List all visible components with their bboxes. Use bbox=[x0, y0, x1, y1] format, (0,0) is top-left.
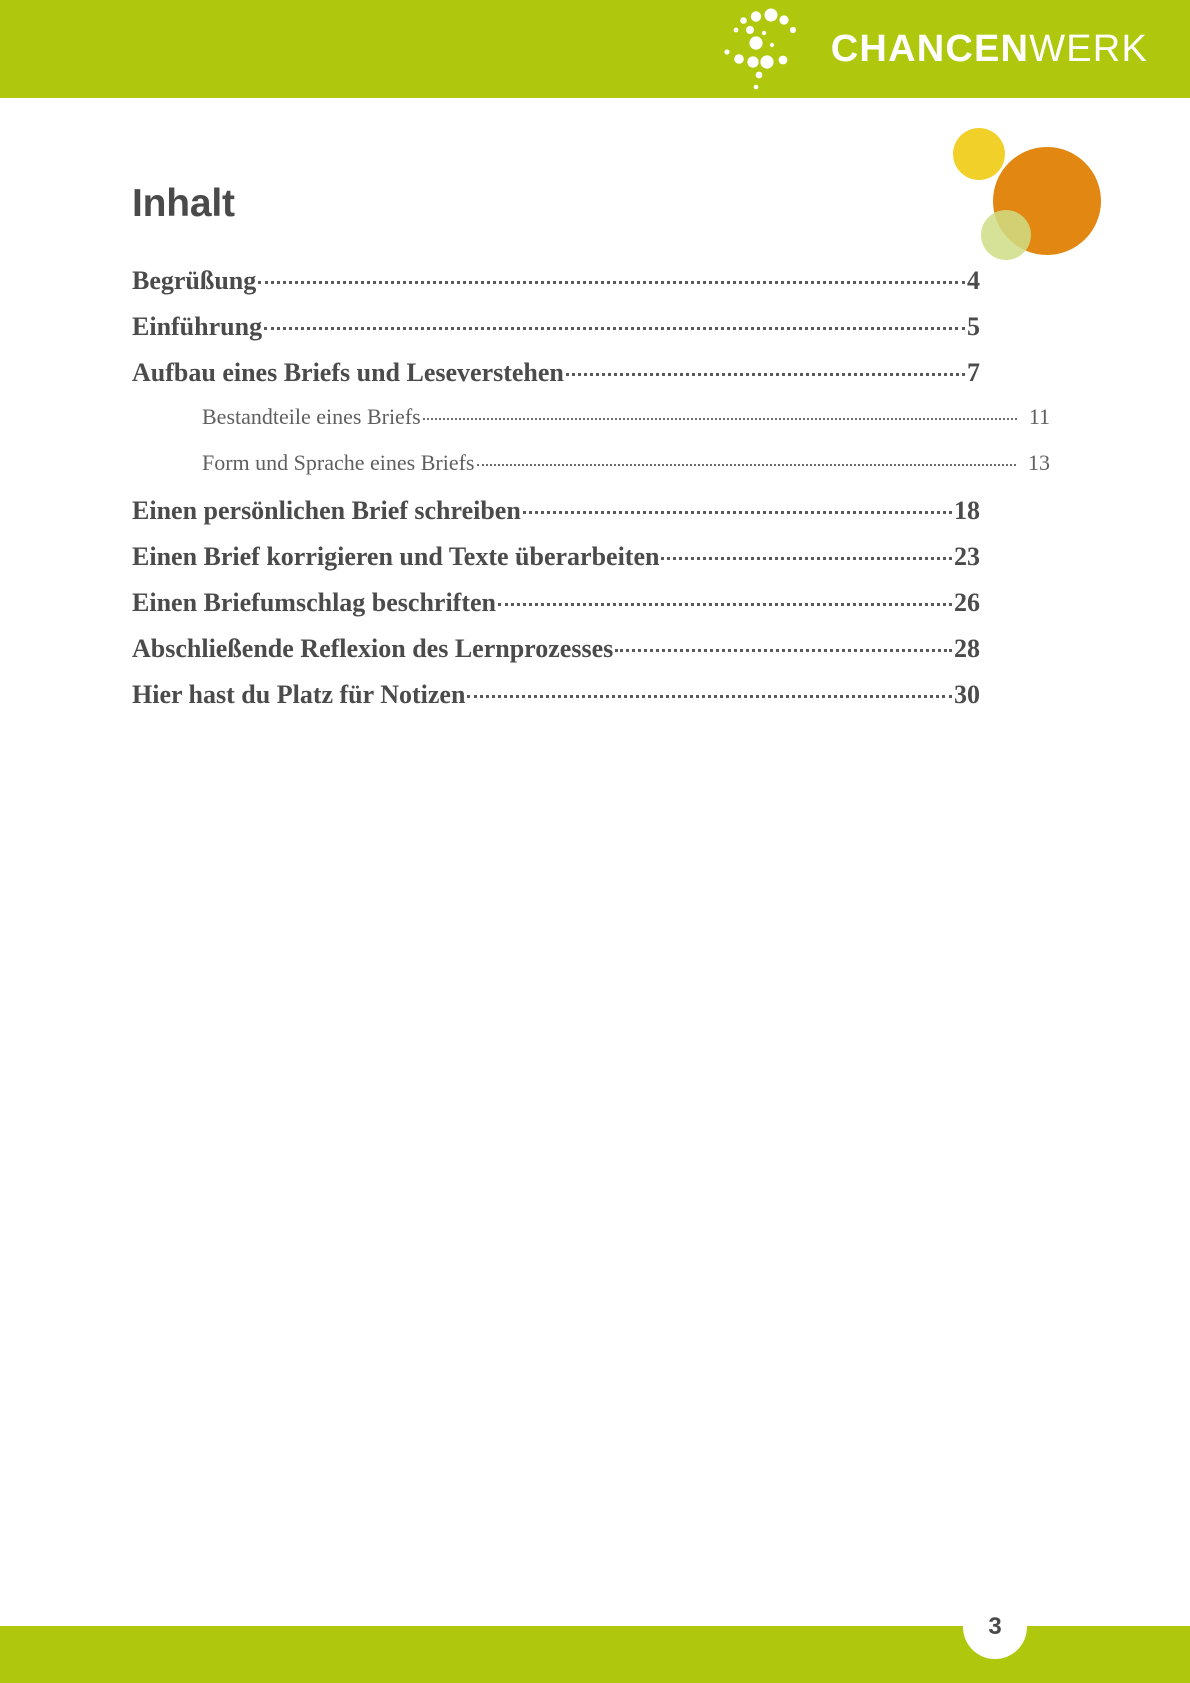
toc-entry-label: Abschließende Reflexion des Lernprozesses bbox=[132, 634, 614, 663]
toc-leader-dots bbox=[566, 373, 965, 376]
toc-entry-label: Einen persönlichen Brief schreiben bbox=[132, 496, 521, 525]
toc-entry-page: 23 bbox=[954, 542, 980, 571]
toc-entry[interactable] bbox=[132, 588, 980, 634]
toc-entry[interactable] bbox=[132, 450, 1050, 496]
toc-entry[interactable] bbox=[132, 542, 980, 588]
toc-entry-label: Bestandteile eines Briefs bbox=[202, 404, 421, 429]
decorative-circles bbox=[930, 118, 1120, 278]
brand-word-bold: CHANCEN bbox=[830, 28, 1030, 70]
brand-word-light: WERK bbox=[1029, 28, 1148, 70]
toc-entry-label: Aufbau eines Briefs und Leseverstehen bbox=[132, 358, 564, 387]
toc-leader-dots bbox=[523, 511, 952, 514]
toc-entry-page: 30 bbox=[954, 680, 980, 709]
chancenwerk-logo bbox=[709, 0, 1148, 98]
toc-entry-label: Einen Briefumschlag beschriften bbox=[132, 588, 496, 617]
toc-entry-label: Hier hast du Platz für Notizen bbox=[132, 680, 466, 709]
toc-leader-dots bbox=[258, 281, 965, 284]
toc-entry[interactable] bbox=[132, 404, 1050, 450]
toc-entry-page: 4 bbox=[967, 266, 980, 295]
toc-entry-label: Einen Brief korrigieren und Texte überarbeiten bbox=[132, 542, 660, 571]
page-number-badge: 3 bbox=[963, 1595, 1027, 1659]
toc-leader-dots bbox=[477, 464, 1017, 466]
toc-entry[interactable] bbox=[132, 358, 980, 404]
toc-leader-dots bbox=[661, 557, 952, 560]
toc-entry-label: Begrüßung bbox=[132, 266, 257, 295]
light-green-circle bbox=[981, 210, 1031, 260]
brand-wordmark bbox=[831, 30, 1148, 68]
toc-entry[interactable] bbox=[132, 312, 980, 358]
table-of-contents bbox=[132, 266, 1050, 726]
toc-leader-dots bbox=[264, 327, 965, 330]
yellow-circle bbox=[953, 128, 1005, 180]
toc-entry[interactable] bbox=[132, 496, 980, 542]
orange-circle bbox=[993, 147, 1101, 255]
page-title: Inhalt bbox=[132, 182, 235, 225]
toc-entry-page: 5 bbox=[967, 312, 980, 341]
toc-entry-page: 28 bbox=[954, 634, 980, 663]
toc-leader-dots bbox=[423, 418, 1017, 420]
toc-leader-dots bbox=[498, 603, 952, 606]
toc-leader-dots bbox=[467, 695, 952, 698]
toc-entry[interactable] bbox=[132, 634, 980, 680]
toc-leader-dots bbox=[615, 649, 952, 652]
toc-entry[interactable] bbox=[132, 680, 980, 726]
toc-entry[interactable] bbox=[132, 266, 980, 312]
toc-entry-label: Einführung bbox=[132, 312, 263, 341]
toc-entry-page: 18 bbox=[954, 496, 980, 525]
toc-entry-page: 7 bbox=[967, 358, 980, 387]
toc-entry-page: 26 bbox=[954, 588, 980, 617]
toc-entry-page: 11 bbox=[1028, 404, 1050, 429]
toc-entry-page: 13 bbox=[1028, 450, 1050, 475]
toc-entry-label: Form und Sprache eines Briefs bbox=[202, 450, 475, 475]
dot-spiral-icon bbox=[709, 3, 805, 95]
